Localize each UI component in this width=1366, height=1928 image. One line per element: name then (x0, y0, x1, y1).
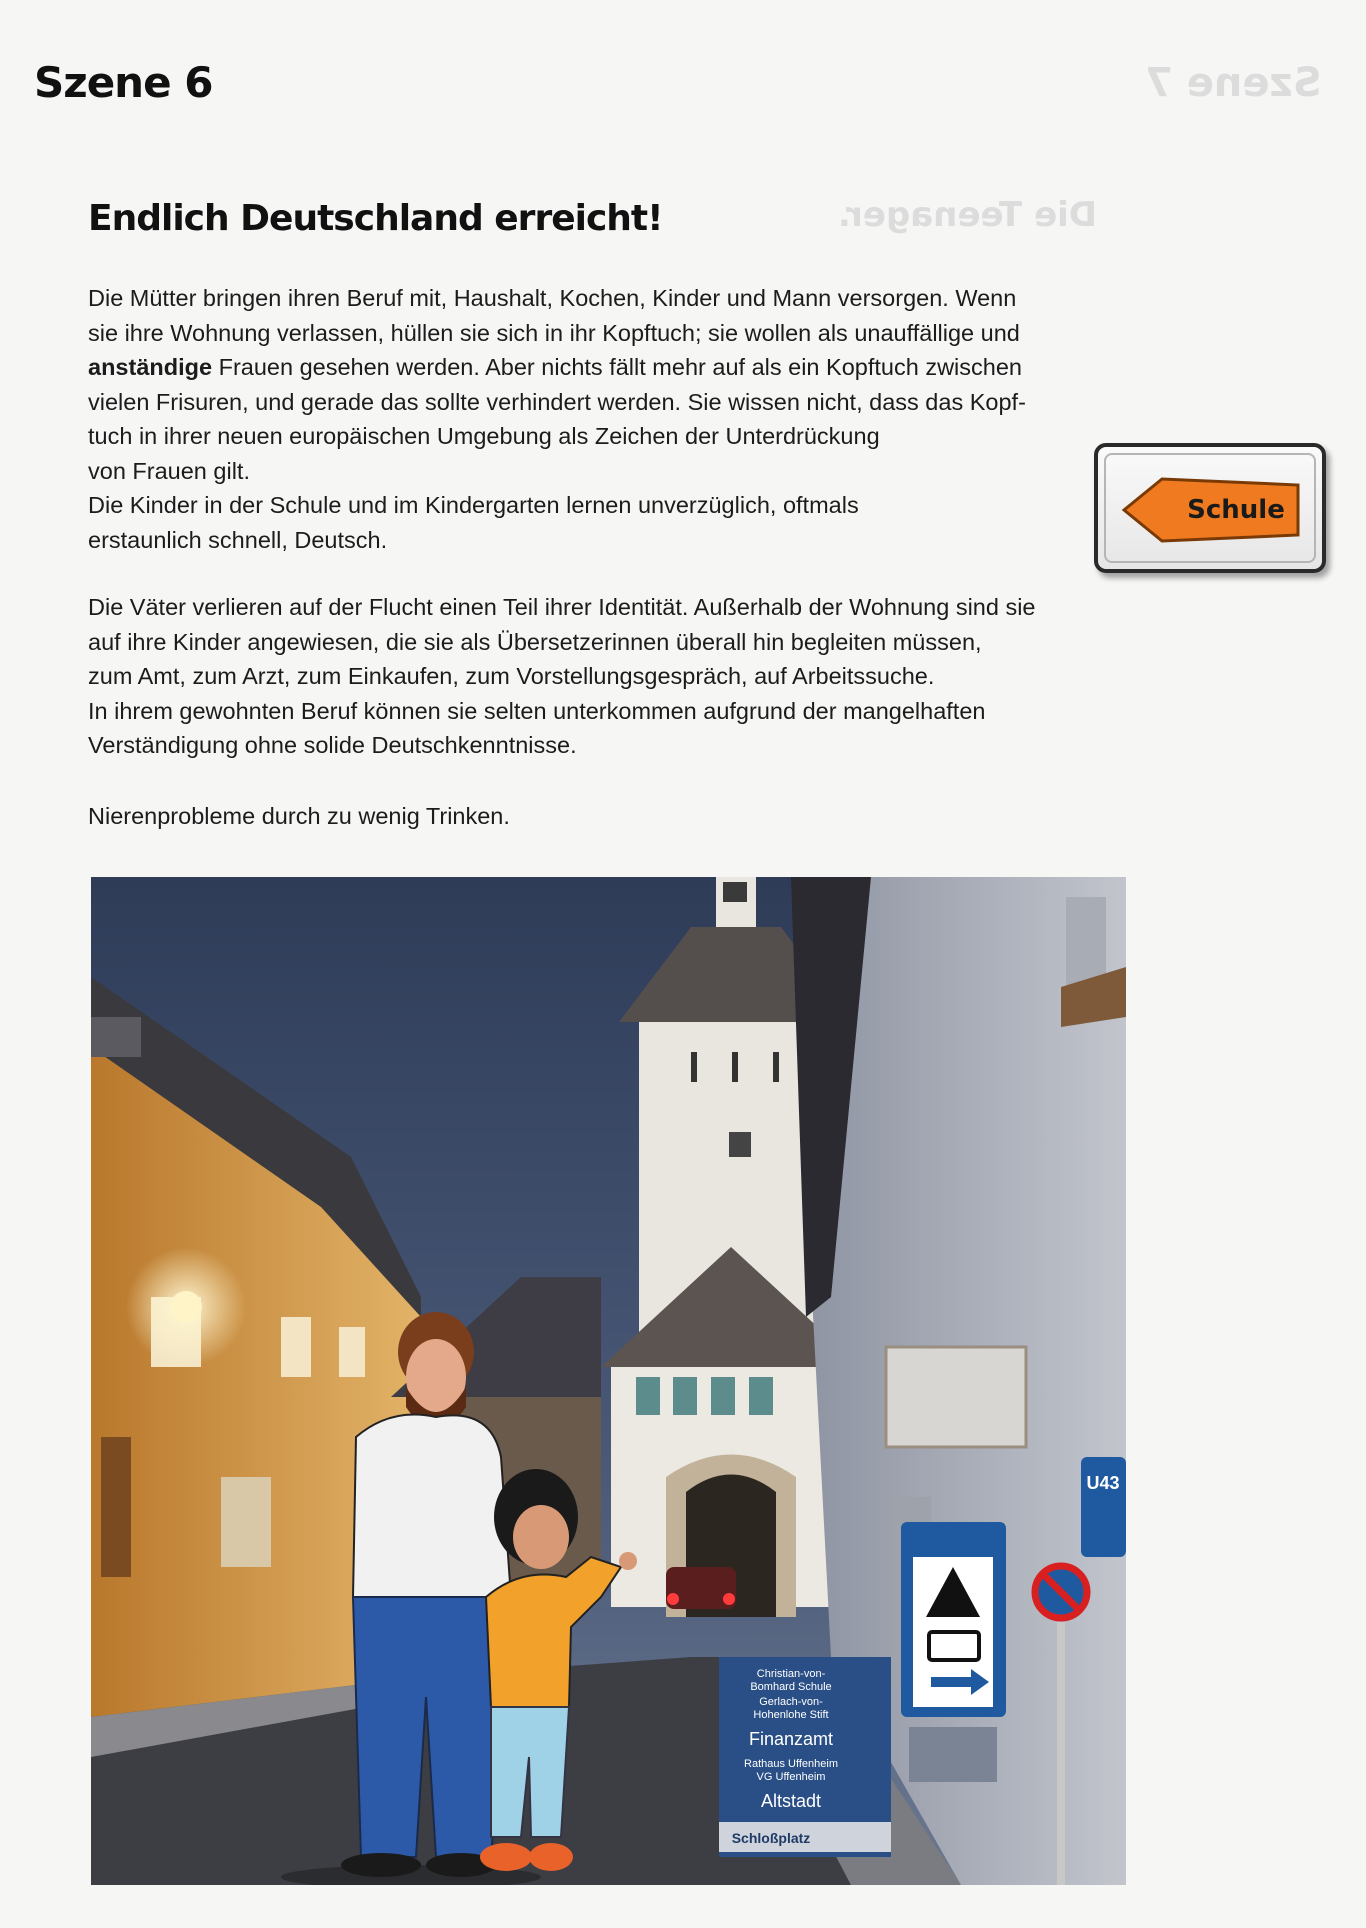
text-line: Die Mütter bringen ihren Beruf mit, Haushalt, Kochen, Kinder und Mann versorgen. Wenn (88, 285, 1017, 311)
paragraph-mothers (88, 281, 1178, 557)
direction-text: Gerlach-von- (759, 1696, 823, 1708)
ghost-scene-title: Szene 7 (1145, 60, 1322, 106)
direction-text: VG Uffenheim (756, 1771, 826, 1783)
text-line: In ihrem gewohnten Beruf können sie selten unterkommen aufgrund der mangelhaften (88, 697, 986, 724)
text-line: Die Kinder in der Schule und im Kindergarten lernen unverzüglich, oftmals (88, 492, 859, 518)
direction-text: Finanzamt (748, 1729, 834, 1749)
text-span: Frauen gesehen werden. Aber nichts fällt mehr auf als ein Kopftuch zwischen (218, 354, 1022, 380)
street-scene-image (91, 877, 1126, 1885)
text-line: Verständigung ohne solide Deutschkenntnisse. (88, 732, 577, 758)
page-heading: Endlich Deutschland erreicht! (88, 198, 663, 239)
direction-text: Christian-von- (756, 1668, 826, 1680)
text-line: tuch in ihrer neuen europäischen Umgebung als Zeichen der Unterdrückung (88, 423, 880, 449)
direction-text: Altstadt (760, 1791, 822, 1811)
direction-text: Schloßplatz (731, 1830, 811, 1846)
ghost-heading: Die Teenager. (838, 195, 1097, 235)
text-line: von Frauen gilt. (88, 457, 250, 484)
paragraph-fathers (88, 590, 1178, 763)
text-line: vielen Frisuren, und gerade das sollte verhindert werden. Sie wissen nicht, dass das Kopf- (88, 388, 1026, 415)
schule-direction-sign (1094, 443, 1326, 573)
text-line: sie ihre Wohnung verlassen, hüllen sie sich in ihr Kopftuch; sie wollen als unauffällige und (88, 319, 1020, 346)
direction-text: Hohenlohe Stift (753, 1709, 829, 1721)
direction-text: Bomhard Schule (750, 1681, 832, 1693)
sign-label: Schule (1187, 495, 1285, 525)
scene-title: Szene 6 (34, 58, 213, 107)
bus-sign-text: U43 (1086, 1473, 1120, 1493)
text-line: auf ihre Kinder angewiesen, die sie als Übersetzerinnen überall hin begleiten müssen, (88, 628, 982, 655)
text-line: Die Väter verlieren auf der Flucht einen Teil ihrer Identität. Außerhalb der Wohnung sind sie (88, 594, 1036, 620)
direction-text: Rathaus Uffenheim (744, 1758, 838, 1770)
paragraph-kidney: Nierenprobleme durch zu wenig Trinken. (88, 803, 510, 829)
text-line: erstaunlich schnell, Deutsch. (88, 526, 388, 553)
text-line: zum Amt, zum Arzt, zum Einkaufen, zum Vorstellungsgespräch, auf Arbeitssuche. (88, 663, 935, 689)
text-line (88, 350, 1178, 385)
bold-word: anständige (88, 354, 213, 380)
